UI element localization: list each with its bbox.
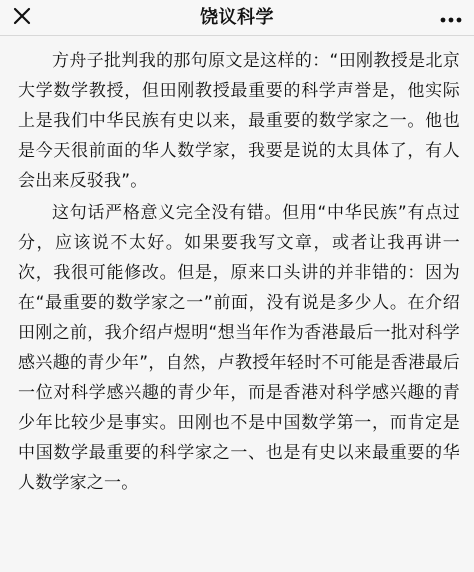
more-options-button[interactable] (438, 6, 464, 30)
more-dots-icon (440, 9, 462, 28)
article-paragraph-2: 这句话严格意义完全没有错。但用“中华民族”有点过分，应该说不太好。如果要我写文章，或者让我再讲一次，我很可能修改。但是，原来口头讲的并非错的：因为在“最重要的数学家之一”前面，没有说是多少人。在介绍田刚之前，我介绍卢煜明“想当年作为香港最后一批对科学感兴趣的青少年”，自然，卢教授年轻时不可能是香港最后一位对科学感兴趣的青少年，而是香港对科学感兴趣的青少年比较少是事实。田刚也不是中国数学第一，而肯定是中国数学最重要的科学家之一、也是有史以来最重要的华人数学家之一。 (18, 203, 460, 493)
top-navigation-bar (0, 0, 474, 36)
page-title: 饶议科学 (200, 7, 274, 28)
article-paragraph-1: 方舟子批判我的那句原文是这样的：“田刚教授是北京大学数学教授，但田刚教授最重要的科学声誉是，他实际上是我们中华民族有史以来，最重要的数学家之一。他也是今天很前面的华人数学家，我要是说的太具体了，有人会出来反驳我”。 (18, 51, 460, 191)
article-content (0, 36, 474, 572)
